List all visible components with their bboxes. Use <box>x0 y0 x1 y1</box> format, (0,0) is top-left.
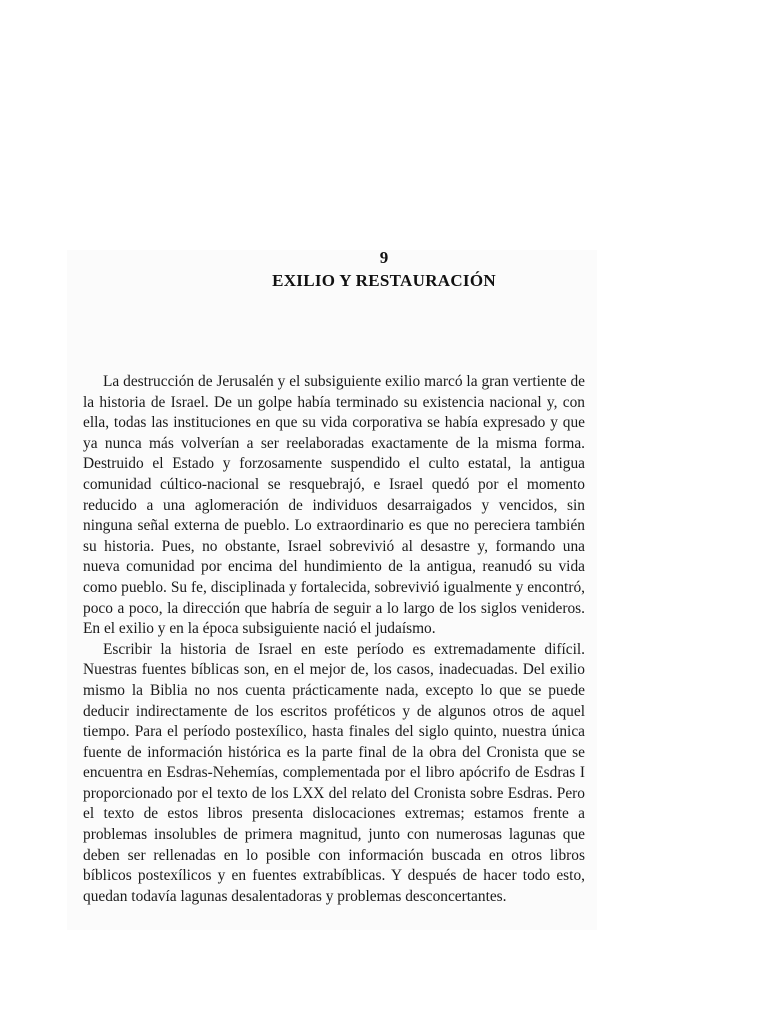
chapter-title: EXILIO Y RESTAURACIÓN <box>272 271 496 290</box>
body-text <box>83 372 585 907</box>
chapter-number: 9 <box>379 248 389 267</box>
paragraph: La destrucción de Jerusalén y el subsiguiente exilio marcó la gran vertiente de la historia de Israel. De un golpe había terminado su existencia nacional y, con ella, todas las instituciones en que su vida corporativa se había expresado y que ya nunca más volverían a ser reelaboradas exactamente de la misma forma. Destruido el Estado y forzosamente suspendido el culto estatal, la antigua comunidad cúltico-nacional se resquebrajó, e Israel quedó por el momento reducido a una aglomeración de individuos desarraigados y vencidos, sin ninguna señal externa de pueblo. Lo extraordinario es que no pereciera también su historia. Pues, no obstante, Israel sobrevivió al desastre y, formando una nueva comunidad por encima del hundimiento de la antigua, reanudó su vida como pueblo. Su fe, disciplinada y fortalecida, sobrevivió igualmente y encontró, poco a poco, la dirección que habría de seguir a lo largo de los siglos venideros. En el exilio y en la época subsiguiente nació el judaísmo. <box>83 373 585 638</box>
paragraph: Escribir la historia de Israel en este período es extremadamente difícil. Nuestras fuentes bíblicas son, en el mejor de, los casos, inadecuadas. Del exilio mismo la Biblia no nos cuenta prácticamente nada, excepto lo que se puede deducir indirectamente de los escritos proféticos y de algunos otros de aquel tiempo. Para el período postexílico, hasta finales del siglo quinto, nuestra única fuente de información histórica es la parte final de la obra del Cronista que se encuentra en Esdras-Nehemías, complementada por el libro apócrifo de Esdras I proporcionado por el texto de los LXX del relato del Cronista sobre Esdras. Pero el texto de estos libros presenta dislocaciones extremas; estamos frente a problemas insolubles de primera magnitud, junto con numerosas lagunas que deben ser rellenadas en lo posible con información buscada en otros libros bíblicos postexílicos y en fuentes extrabíblicas. Y después de hacer todo esto, quedan todavía lagunas desalentadoras y problemas desconcertantes. <box>83 640 585 905</box>
